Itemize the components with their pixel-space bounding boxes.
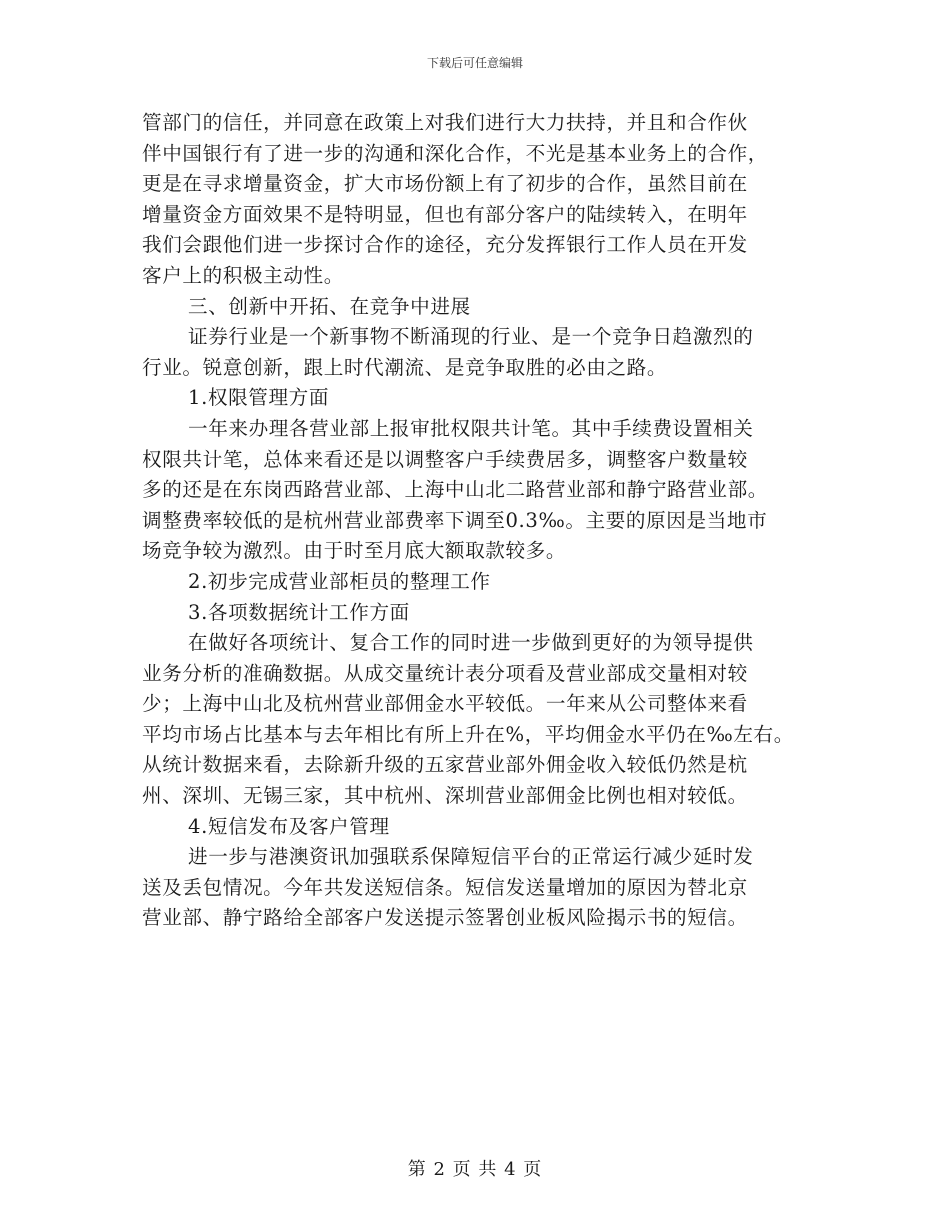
text-line: 2.初步完成营业部柜员的整理工作 — [188, 569, 491, 593]
text-line: 权限共计笔，总体来看还是以调整客户手续费居多，调整客户数量较 — [142, 447, 748, 471]
text-line: 伴中国银行有了进一步的沟通和深化合作，不光是基本业务上的合作， — [142, 141, 769, 165]
text-line: 1.权限管理方面 — [188, 386, 330, 410]
text-line: 增量资金方面效果不是特明显，但也有部分客户的陆续转入，在明年 — [142, 202, 748, 226]
text-line: 客户上的积极主动性。 — [142, 263, 344, 287]
text-line: 州、深圳、无锡三家，其中杭州、深圳营业部佣金比例也相对较低。 — [142, 784, 748, 808]
text-line: 一年来办理各营业部上报审批权限共计笔。其中手续费设置相关 — [188, 416, 754, 440]
text-line: 三、创新中开拓、在竞争中进展 — [188, 294, 471, 318]
document-body — [142, 108, 832, 934]
text-line: 进一步与港澳资讯加强联系保障短信平台的正常运行减少延时发 — [188, 845, 754, 869]
text-line: 3.各项数据统计工作方面 — [188, 600, 410, 624]
text-line: 管部门的信任，并同意在政策上对我们进行大力扶持，并且和合作伙 — [142, 111, 748, 134]
text-line: 少；上海中山北及杭州营业部佣金水平较低。一年来从公司整体来看 — [142, 692, 748, 716]
text-line: 行业。锐意创新，跟上时代潮流、是竞争取胜的必由之路。 — [142, 355, 668, 379]
page-footer: 第 2 页 共 4 页 — [407, 1159, 543, 1180]
text-line: 在做好各项统计、复合工作的同时进一步做到更好的为领导提供 — [188, 631, 754, 655]
text-line: 场竞争较为激烈。由于时至月底大额取款较多。 — [142, 539, 567, 563]
text-line: 我们会跟他们进一步探讨合作的途径，充分发挥银行工作人员在开发 — [142, 233, 748, 257]
text-line: 从统计数据来看，去除新升级的五家营业部外佣金收入较低仍然是杭 — [142, 753, 748, 777]
text-line: 送及丢包情况。今年共发送短信条。短信发送量增加的原因为替北京 — [142, 875, 748, 899]
text-line: 证券行业是一个新事物不断涌现的行业、是一个竞争日趋激烈的 — [188, 325, 754, 349]
text-line: 营业部、静宁路给全部客户发送提示签署创业板风险揭示书的短信。 — [142, 906, 748, 930]
text-line: 多的还是在东岗西路营业部、上海中山北二路营业部和静宁路营业部。 — [142, 478, 769, 502]
page-header: 下载后可任意编辑 — [426, 56, 523, 70]
text-line: 更是在寻求增量资金，扩大市场份额上有了初步的合作，虽然目前在 — [142, 172, 748, 196]
text-line: 平均市场占比基本与去年相比有所上升在%，平均佣金水平仍在‰左右。 — [142, 722, 794, 746]
text-line: 业务分析的准确数据。从成交量统计表分项看及营业部成交量相对较 — [142, 661, 748, 685]
text-line: 4.短信发布及客户管理 — [188, 814, 390, 838]
text-line: 调整费率较低的是杭州营业部费率下调至0.3‰。主要的原因是当地市 — [142, 508, 768, 532]
